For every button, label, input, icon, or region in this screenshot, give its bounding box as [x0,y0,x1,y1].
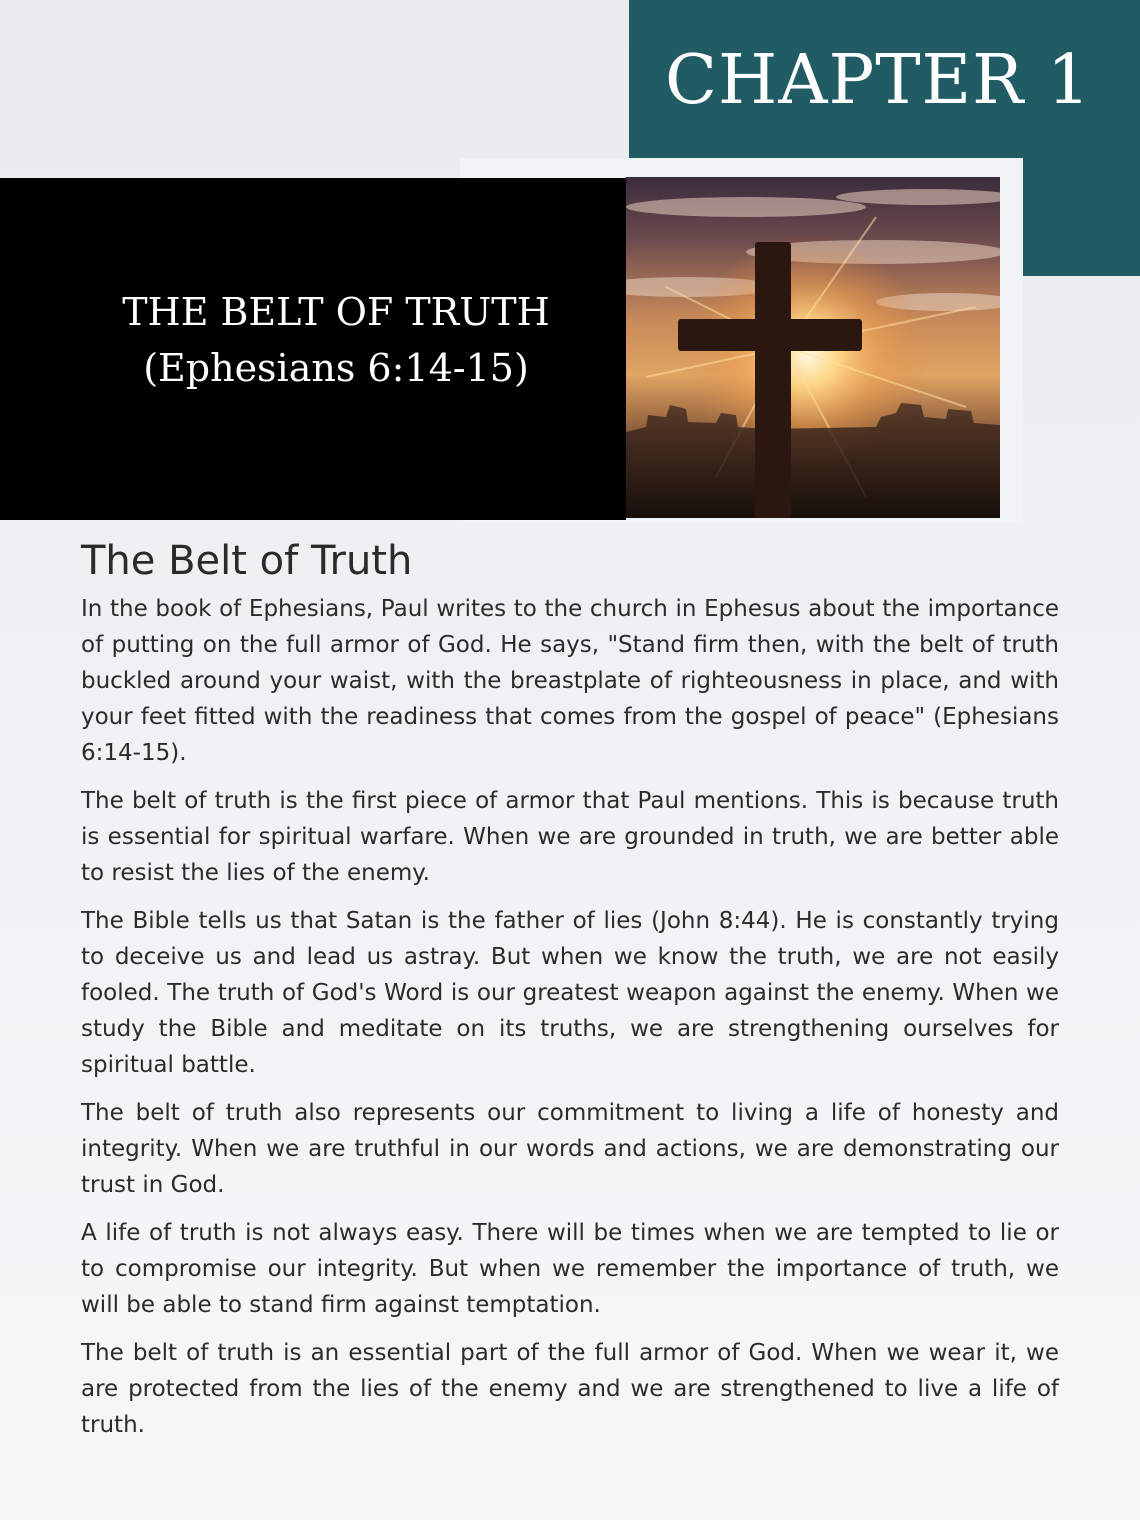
chapter-title: CHAPTER 1 [665,41,1092,120]
paragraph: The belt of truth is the first piece of armor that Paul mentions. This is because truth is essential for spiritual warfare. When we are grounded in truth, we are better able to resist the lies of the enemy. [81,788,1059,886]
banner-title-line-2: (Ephesians 6:14-15) [143,346,529,390]
paragraph: The Bible tells us that Satan is the father of lies (John 8:44). He is constantly trying to deceive us and lead us astray. But when we know the truth, we are not easily fooled. The truth of God's Word is our greatest weapon against the enemy. When we study the Bible and meditate on its truths, we are strengthening ourselves for spiritual battle. [81,908,1059,1078]
banner-title-line-1: THE BELT OF TRUTH [122,290,550,334]
paragraph: A life of truth is not always easy. There will be times when we are tempted to lie or to compromise our integrity. But when we remember the importance of truth, we will be able to stand firm against temptation. [81,1220,1059,1318]
section-heading: The Belt of Truth [81,538,413,584]
chapter-content [81,535,1059,1455]
paragraph: In the book of Ephesians, Paul writes to the church in Ephesus about the importance of putting on the full armor of God. He says, "Stand firm then, with the belt of truth buckled around your waist, with the breastplate of righteousness in place, and with your feet fitted with the readiness that comes from the gospel of peace" (Ephesians 6:14-15). [81,596,1059,766]
paragraph: The belt of truth is an essential part of the full armor of God. When we wear it, we are protected from the lies of the enemy and we are strengthened to live a life of truth. [81,1340,1059,1438]
banner-title [0,284,672,396]
cross-sunset-illustration [626,177,1000,518]
paragraph: The belt of truth also represents our commitment to living a life of honesty and integrity. When we are truthful in our words and actions, we are demonstrating our trust in God. [81,1100,1059,1198]
cross-sunset-image [626,177,1000,518]
